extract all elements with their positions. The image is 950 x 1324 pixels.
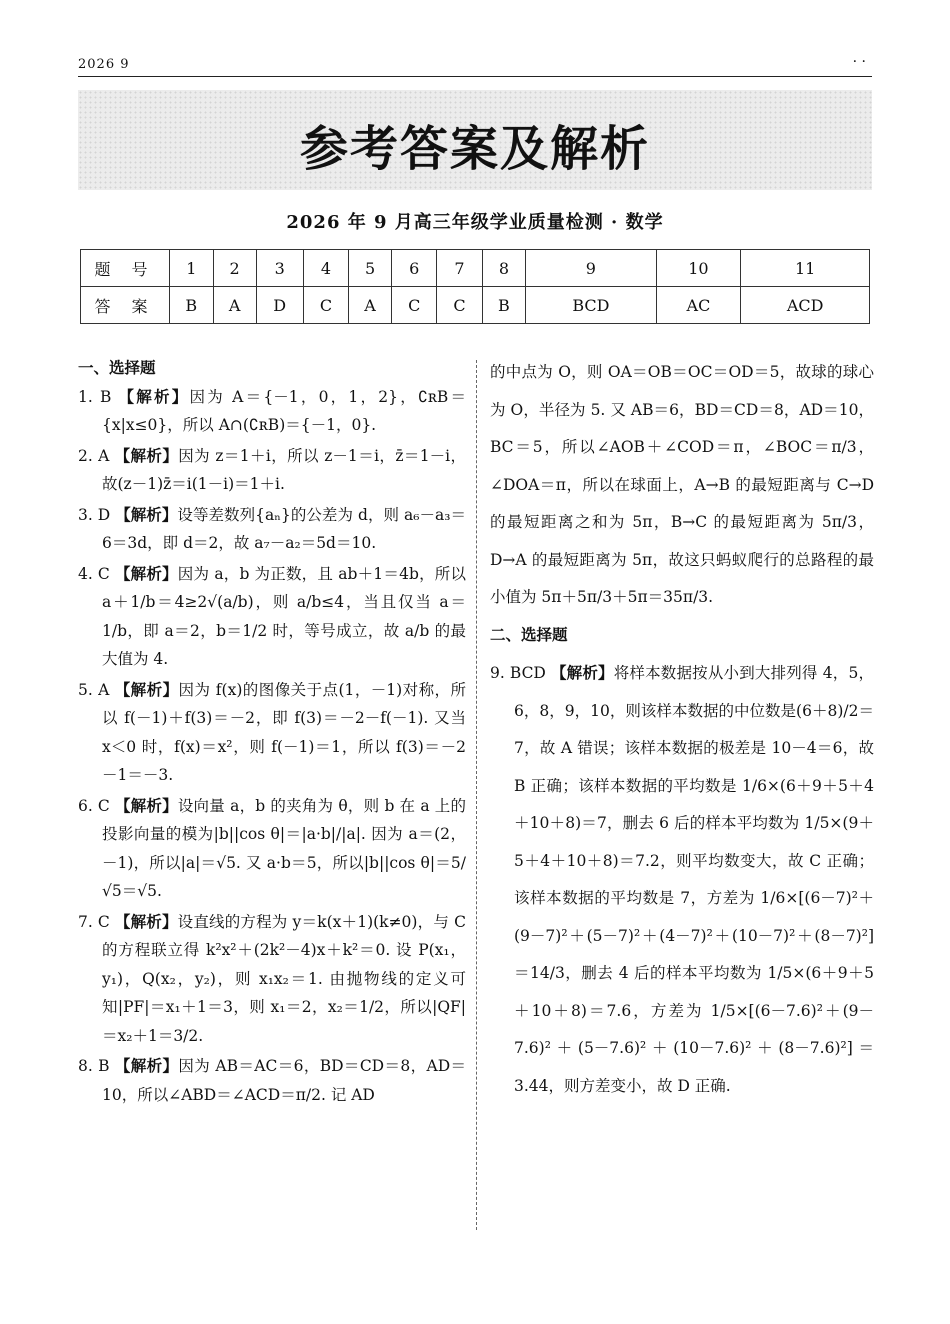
item-number: 3. D — [78, 505, 111, 524]
table-cell: 1 — [170, 250, 214, 287]
exam-subtitle: 2026 年 9 月高三年级学业质量检测 · 数学 — [286, 212, 664, 233]
solution-item — [78, 383, 466, 440]
table-cell: B — [482, 287, 526, 324]
item-text: 因为 AB＝AC＝6，BD＝CD＝8，AD＝10，所以∠ABD＝∠ACD＝π/2. 记 AD — [102, 1057, 466, 1104]
item-text: 设等差数列{aₙ}的公差为 d，则 a₆－a₃＝6＝3d，即 d＝2，故 a₇－a₂＝5d＝10. — [102, 505, 466, 552]
item-number: 9. BCD — [490, 664, 546, 682]
table-cell: 9 — [526, 250, 656, 287]
table-cell: B — [170, 287, 214, 324]
running-header — [78, 56, 872, 77]
table-cell: 8 — [482, 250, 526, 287]
item-tag: 【解析】 — [114, 679, 179, 699]
item-number: 1. B — [78, 387, 112, 406]
table-cell: 2 — [213, 250, 256, 287]
table-cell: 10 — [656, 250, 741, 287]
table-cell: ACD — [741, 287, 870, 324]
table-cell: C — [437, 287, 482, 324]
item-number: 2. A — [78, 446, 110, 465]
solution-item — [490, 654, 874, 1105]
table-cell: C — [392, 287, 437, 324]
table-cell: A — [213, 287, 256, 324]
item-text: 设直线的方程为 y＝k(x＋1)(k≠0)，与 C 的方程联立得 k²x²＋(2k²－4)x＋k²＝0. 设 P(x₁，y₁)，Q(x₂，y₂)，则 x₁x₂＝1. 由抛物线的定义可知|PF|＝x₁＋1＝3，则 x₁＝2，x₂＝1/2，所以|QF|＝x₂＋1＝3/2. — [102, 912, 466, 1045]
item-text: 因为 z＝1＋i，所以 z－1＝i，z̄＝1－i，故(z－1)z̄＝i(1－i)＝1＋i. — [102, 446, 466, 493]
answer-table — [80, 249, 870, 324]
table-cell: 11 — [741, 250, 870, 287]
table-cell: 5 — [349, 250, 392, 287]
item-tag: 【解析】 — [114, 795, 178, 815]
table-cell: 4 — [303, 250, 348, 287]
table-cell: 7 — [437, 250, 482, 287]
item-text: 因为 A＝{－1，0，1，2}，∁ʀB＝{x|x≤0}，所以 A∩(∁ʀB)＝{－1，0}. — [102, 387, 466, 434]
table-cell: C — [303, 287, 348, 324]
header-date: 2026 9 — [78, 57, 130, 72]
item-tag: 【解析】 — [114, 911, 178, 931]
table-cell: 3 — [256, 250, 303, 287]
item-number: 6. C — [78, 796, 110, 815]
header-dots: · · — [852, 54, 866, 70]
row-label-answer: 答 案 — [81, 287, 170, 324]
item-text: 因为 a，b 为正数，且 ab＋1＝4b，所以 a＋1/b＝4≥2√(a/b)，则 a/b≤4，当且仅当 a＝1/b，即 a＝2，b＝1/2 时，等号成立，故 a/b 的最大值为 4. — [102, 564, 466, 668]
table-cell: 6 — [392, 250, 437, 287]
section-heading: 二、选择题 — [490, 625, 568, 644]
solution-item — [78, 676, 466, 790]
item-number: 7. C — [78, 912, 110, 931]
item-number: 4. C — [78, 564, 110, 583]
item-text: 因为 f(x)的图像关于点(1，－1)对称，所以 f(－1)＋f(3)＝－2，即 f(3)＝－2－f(－1). 又当 x＜0 时，f(x)＝x²，则 f(－1)＝1，所以 f(3)＝－2－1＝－3. — [102, 680, 466, 784]
table-cell: A — [349, 287, 392, 324]
item-text: 将样本数据按从小到大排列得 4，5，6，8，9，10，则该样本数据的中位数是(6＋8)/2＝7，故 A 错误；该样本数据的极差是 10－4＝6，故 B 正确；该样本数据的平均数是 1/6×(6＋9＋5＋4＋10＋8)＝7，删去 6 后的样本平均数为 1/5×(9＋5＋4＋10＋8)＝7.2，则平均数变大，故 C 正确；该样本数据的平均数是 7，方差为 1/6×[(6－7)²＋(9－7)²＋(5－7)²＋(4－7)²＋(10－7)²＋(8－7)²]＝14/3，删去 4 后的样本平均数为 1/5×(6＋9＋5＋10＋8)＝7.6，方差为 1/5×[(6－7.6)²＋(9－7.6)²＋(5－7.6)²＋(10－7.6)²＋(8－7.6)²]＝3.44，则方差变小，故 D 正确. — [514, 664, 874, 1095]
left-column — [78, 354, 466, 1111]
continuation-text: 的中点为 O，则 OA＝OB＝OC＝OD＝5，故球的球心为 O，半径为 5. 又 AB＝6，BD＝CD＝8，AD＝10，BC＝5，所以∠AOB＋∠COD＝π，∠BOC＝π/3，∠DOA＝π，所以在球面上，A→B 的最短距离与 C→D 的最短距离之和为 5π，B→C 的最短距离为 5π/3，D→A 的最短距离为 5π，故这只蚂蚁爬行的总路程的最小值为 5π＋5π/3＋5π＝35π/3. — [490, 363, 874, 606]
solution-item — [78, 442, 466, 499]
table-row-numbers — [81, 250, 870, 287]
item-number: 8. B — [78, 1057, 110, 1075]
row-label-number: 题 号 — [81, 250, 170, 287]
table-cell: BCD — [526, 287, 656, 324]
item-tag: 【解析】 — [114, 445, 179, 465]
solution-item — [78, 501, 466, 558]
solution-item — [78, 560, 466, 674]
title-banner — [78, 90, 872, 190]
item-tag: 【解析】 — [114, 1056, 179, 1075]
column-divider — [476, 360, 477, 1230]
item-text: 设向量 a，b 的夹角为 θ，则 b 在 a 上的投影向量的模为|b||cos θ|＝|a·b|/|a|. 因为 a＝(2，－1)，所以|a|＝√5. 又 a·b＝5，所以|b||cos θ|＝5/√5＝√5. — [102, 796, 466, 900]
right-column — [490, 354, 874, 1107]
table-cell: AC — [656, 287, 741, 324]
item-tag: 【解析】 — [118, 386, 190, 406]
section-heading: 一、选择题 — [78, 359, 156, 377]
item-number: 5. A — [78, 680, 110, 699]
item-tag: 【解析】 — [115, 504, 178, 524]
page-title: 参考答案及解析 — [299, 121, 650, 177]
item-tag: 【解析】 — [551, 663, 614, 682]
solution-item — [78, 1052, 466, 1109]
solution-item — [78, 792, 466, 906]
item-tag: 【解析】 — [114, 563, 178, 583]
solution-item — [78, 908, 466, 1051]
table-row-answers — [81, 287, 870, 324]
table-cell: D — [256, 287, 303, 324]
